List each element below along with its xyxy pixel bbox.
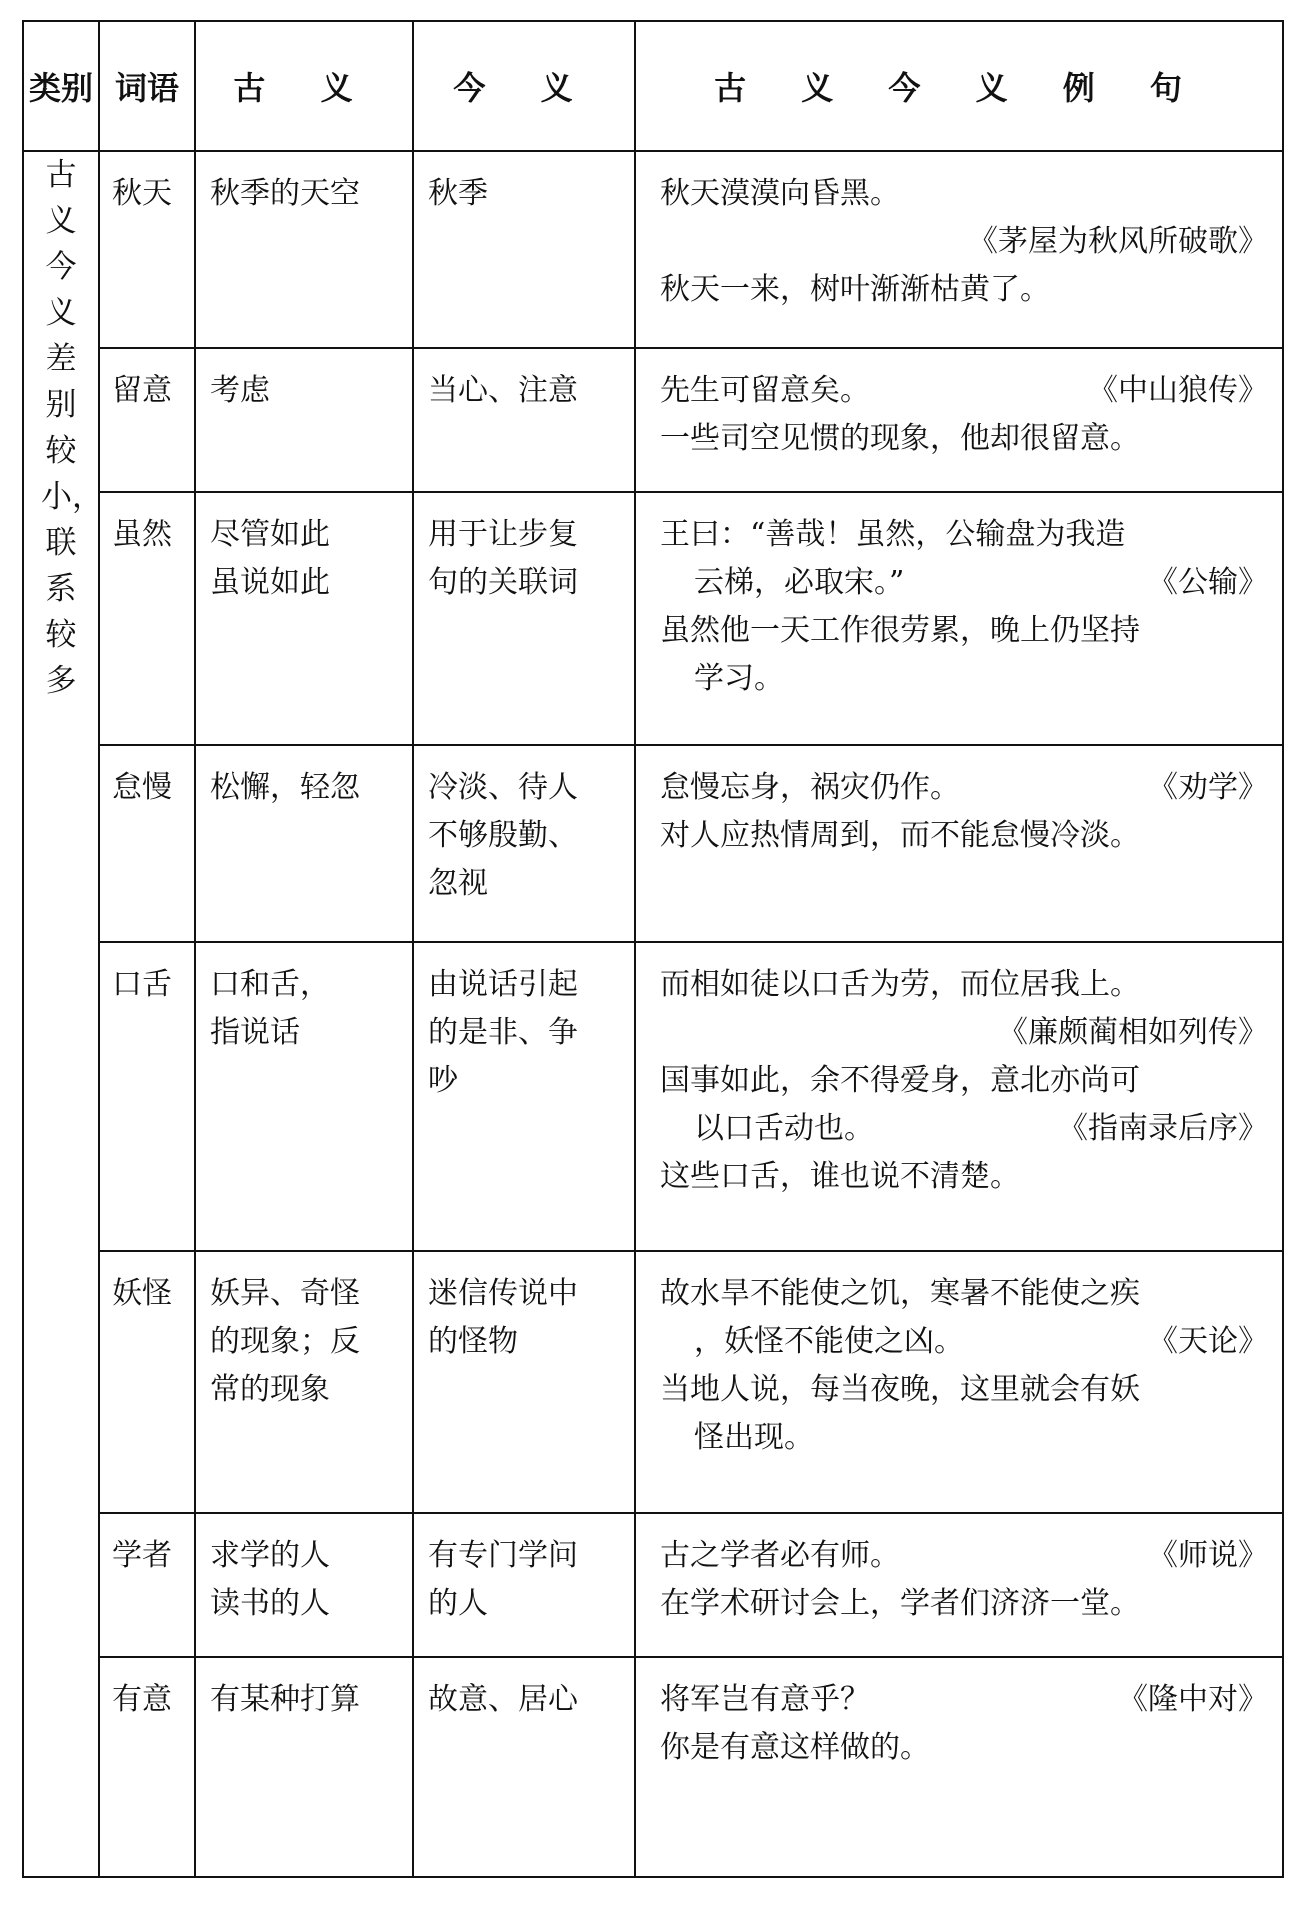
category-label: 古义今义差别较小，联系较多	[41, 157, 103, 699]
header-word: 词语	[99, 21, 195, 151]
example-source: 《隆中对》	[1118, 1681, 1268, 1717]
example-sentence: 故水旱不能使之饥，寒暑不能使之疾	[660, 1275, 1140, 1311]
examples-cell	[635, 1513, 1283, 1657]
word-text: 秋天	[112, 176, 172, 211]
word-text: 有意	[112, 1681, 172, 1717]
modern-line: 有专门学问	[428, 1537, 578, 1573]
table-row	[23, 745, 1283, 942]
example-source: 《廉颇蔺相如列传》	[998, 1015, 1268, 1051]
example-sentence: 一些司空见惯的现象，他却很留意。	[660, 421, 1140, 457]
modern-meaning-cell	[413, 492, 635, 745]
ancient-meaning-cell	[195, 151, 413, 348]
word-cell	[99, 745, 195, 942]
ancient-line: 尽管如此	[210, 517, 330, 553]
example-line	[660, 1318, 1274, 1366]
example-line	[660, 1580, 1274, 1628]
examples-cell	[635, 942, 1283, 1251]
modern-line: 不够殷勤、	[428, 817, 578, 853]
word-cell	[99, 1251, 195, 1513]
table-row	[23, 942, 1283, 1251]
ancient-line: 有某种打算	[210, 1681, 360, 1717]
example-line	[660, 1532, 1274, 1580]
example-sentence: 云梯，必取宋。”	[694, 565, 905, 601]
ancient-line: 考虑	[210, 373, 270, 409]
modern-line: 用于让步复	[428, 517, 578, 553]
example-source: 《劝学》	[1148, 769, 1268, 805]
modern-meaning-cell	[413, 151, 635, 348]
example-sentence: 怪出现。	[694, 1419, 814, 1455]
ancient-meaning-cell	[195, 942, 413, 1251]
modern-line: 由说话引起	[428, 967, 578, 1003]
example-line	[660, 266, 1274, 314]
example-line	[660, 764, 1274, 812]
example-sentence: 在学术研讨会上，学者们济济一堂。	[660, 1585, 1140, 1621]
header-modern-meaning: 今 义	[413, 21, 635, 151]
word-cell	[99, 348, 195, 492]
modern-line: 当心、注意	[428, 373, 578, 409]
table-row	[23, 348, 1283, 492]
example-sentence: 王曰：“善哉！虽然，公输盘为我造	[660, 517, 1126, 553]
example-source: 《天论》	[1148, 1323, 1268, 1359]
example-source: 《公输》	[1148, 565, 1268, 601]
modern-meaning-cell	[413, 745, 635, 942]
example-source: 《指南录后序》	[1058, 1111, 1268, 1147]
example-line	[660, 415, 1274, 463]
example-sentence: 当地人说，每当夜晚，这里就会有妖	[660, 1371, 1140, 1407]
header-category: 类别	[23, 21, 99, 151]
word-text: 留意	[112, 373, 172, 409]
examples-cell	[635, 348, 1283, 492]
table-row	[23, 1657, 1283, 1877]
example-sentence: 虽然他一天工作很劳累，晚上仍坚持	[660, 613, 1140, 649]
example-sentence: 古之学者必有师。	[660, 1537, 900, 1573]
example-line	[660, 1270, 1274, 1318]
examples-cell	[635, 151, 1283, 348]
example-line	[660, 1153, 1274, 1201]
word-cell	[99, 1513, 195, 1657]
example-line	[660, 1366, 1274, 1414]
ancient-meaning-cell	[195, 1513, 413, 1657]
ancient-meaning-cell	[195, 1251, 413, 1513]
example-sentence: 秋天漠漠向昏黑。	[660, 176, 900, 211]
word-cell	[99, 1657, 195, 1877]
example-source: 《中山狼传》	[1088, 373, 1268, 409]
example-sentence: 你是有意这样做的。	[660, 1729, 930, 1765]
modern-meaning-cell	[413, 1657, 635, 1877]
word-text: 学者	[112, 1537, 172, 1573]
modern-line: 忽视	[428, 865, 488, 901]
example-sentence: 以口舌动也。	[694, 1111, 874, 1147]
table-row	[23, 151, 1283, 348]
word-text: 虽然	[112, 517, 172, 553]
modern-meaning-cell	[413, 1251, 635, 1513]
modern-line: 冷淡、待人	[428, 769, 578, 805]
modern-meaning-cell	[413, 942, 635, 1251]
ancient-line: 读书的人	[210, 1585, 330, 1621]
ancient-line: 常的现象	[210, 1371, 330, 1407]
example-line	[660, 1724, 1274, 1772]
word-text: 怠慢	[112, 769, 172, 805]
table-row	[23, 1513, 1283, 1657]
table-header-row	[23, 21, 1283, 151]
examples-cell	[635, 1657, 1283, 1877]
header-ancient-meaning: 古 义	[195, 21, 413, 151]
modern-line: 故意、居心	[428, 1681, 578, 1717]
category-cell	[23, 151, 103, 1877]
modern-line: 秋季	[428, 176, 488, 211]
example-line	[660, 961, 1274, 1009]
modern-line: 的是非、争	[428, 1015, 578, 1051]
ancient-line: 求学的人	[210, 1537, 330, 1573]
example-sentence: 怠慢忘身，祸灾仍作。	[660, 769, 960, 805]
ancient-line: 的现象；反	[210, 1323, 360, 1359]
table-row	[23, 492, 1283, 745]
examples-cell	[635, 1251, 1283, 1513]
example-source: 《茅屋为秋风所破歌》	[968, 224, 1268, 259]
modern-meaning-cell	[413, 348, 635, 492]
example-line	[660, 1105, 1274, 1153]
ancient-meaning-cell	[195, 348, 413, 492]
word-text: 妖怪	[112, 1275, 172, 1311]
examples-cell	[635, 492, 1283, 745]
word-cell	[99, 492, 195, 745]
example-line	[660, 367, 1274, 415]
example-sentence: 秋天一来，树叶渐渐枯黄了。	[660, 272, 1050, 307]
modern-line: 的怪物	[428, 1323, 518, 1359]
modern-line: 迷信传说中	[428, 1275, 578, 1311]
example-line	[660, 607, 1274, 655]
example-line	[660, 1057, 1274, 1105]
examples-cell	[635, 745, 1283, 942]
example-sentence: 学习。	[694, 661, 784, 697]
ancient-meaning-cell	[195, 745, 413, 942]
example-line	[660, 1676, 1274, 1724]
word-cell	[99, 151, 195, 348]
modern-meaning-cell	[413, 1513, 635, 1657]
example-line	[660, 170, 1274, 218]
modern-line: 的人	[428, 1585, 488, 1621]
ancient-line: 口和舌，	[210, 967, 330, 1003]
example-sentence: 这些口舌，谁也说不清楚。	[660, 1159, 1020, 1195]
example-sentence: ，妖怪不能使之凶。	[694, 1323, 964, 1359]
word-text: 口舌	[112, 967, 172, 1003]
example-line	[660, 1414, 1274, 1462]
ancient-line: 松懈，轻忽	[210, 769, 360, 805]
vocabulary-table-page	[22, 20, 1282, 1878]
ancient-line: 指说话	[210, 1015, 300, 1051]
example-source: 《师说》	[1148, 1537, 1268, 1573]
table-row	[23, 1251, 1283, 1513]
ancient-meaning-cell	[195, 1657, 413, 1877]
ancient-modern-meaning-table	[22, 20, 1284, 1878]
example-sentence: 国事如此，余不得爱身，意北亦尚可	[660, 1063, 1140, 1099]
example-line	[660, 655, 1274, 703]
ancient-meaning-cell	[195, 492, 413, 745]
example-line	[660, 511, 1274, 559]
ancient-line: 虽说如此	[210, 565, 330, 601]
example-sentence: 将军岂有意乎？	[660, 1681, 870, 1717]
header-examples: 古 义 今 义 例 句	[635, 21, 1283, 151]
ancient-line: 秋季的天空	[210, 176, 360, 211]
example-sentence: 先生可留意矣。	[660, 373, 870, 409]
modern-line: 吵	[428, 1063, 458, 1099]
modern-line: 句的关联词	[428, 565, 578, 601]
example-sentence: 而相如徒以口舌为劳，而位居我上。	[660, 967, 1140, 1003]
example-sentence: 对人应热情周到，而不能怠慢冷淡。	[660, 817, 1140, 853]
ancient-line: 妖异、奇怪	[210, 1275, 360, 1311]
example-line	[660, 812, 1274, 860]
example-line	[660, 559, 1274, 607]
word-cell	[99, 942, 195, 1251]
